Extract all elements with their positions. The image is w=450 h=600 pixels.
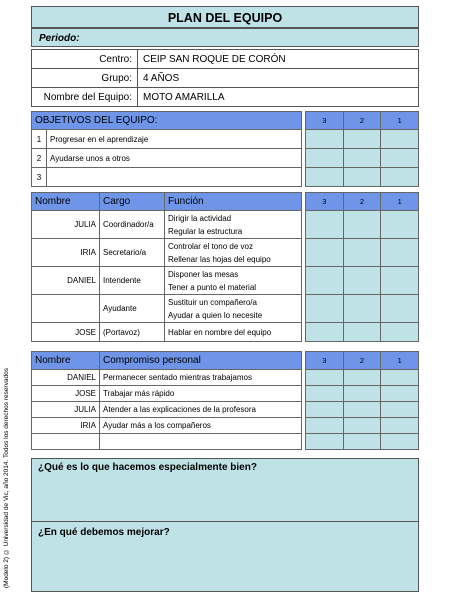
role-function[interactable] xyxy=(165,267,302,295)
funcion-column-header: Función xyxy=(165,193,302,211)
score-cell[interactable] xyxy=(343,370,381,386)
score-cell[interactable] xyxy=(343,434,381,450)
question-improve: ¿En qué debemos mejorar? xyxy=(38,527,170,538)
score-header-3: 3 xyxy=(306,352,344,370)
info-row-grupo xyxy=(32,69,419,88)
member-name[interactable]: JOSE xyxy=(32,323,100,342)
objetivos-table xyxy=(31,111,302,187)
function-line: Tener a punto el material xyxy=(168,282,257,292)
centro-label: Centro: xyxy=(32,50,138,69)
score-cell[interactable] xyxy=(306,267,344,295)
commitment-text[interactable]: Permanecer sentado mientras trabajamos xyxy=(100,370,302,386)
member-name[interactable]: IRIA xyxy=(32,418,100,434)
score-cell[interactable] xyxy=(381,295,419,323)
score-header-2: 2 xyxy=(343,112,381,130)
cargos-table xyxy=(31,192,302,342)
objetivo-number: 1 xyxy=(32,130,47,149)
score-cell[interactable] xyxy=(343,239,381,267)
info-row-centro xyxy=(32,50,419,69)
function-line: Controlar el tono de voz xyxy=(168,241,253,251)
table-row xyxy=(32,418,302,434)
table-row xyxy=(32,211,302,239)
info-table xyxy=(31,49,419,107)
score-cell[interactable] xyxy=(306,386,344,402)
commitment-text[interactable]: Atender a las explicaciones de la profesora xyxy=(100,402,302,418)
score-cell[interactable] xyxy=(306,323,344,342)
role-function[interactable] xyxy=(165,239,302,267)
table-row xyxy=(32,323,302,342)
score-cell[interactable] xyxy=(381,267,419,295)
score-cell[interactable] xyxy=(343,386,381,402)
cargo-column-header: Cargo xyxy=(100,193,165,211)
table-row xyxy=(32,295,302,323)
objetivos-score-table xyxy=(305,111,419,187)
commitment-text[interactable]: Trabajar más rápido xyxy=(100,386,302,402)
table-row xyxy=(32,386,302,402)
score-cell[interactable] xyxy=(381,149,419,168)
copyright-note: (Modelo 2) © Universidad de Vic, año 2014. Todos los derechos reservados xyxy=(3,368,10,588)
score-cell[interactable] xyxy=(343,323,381,342)
centro-field[interactable]: CEIP SAN ROQUE DE CORÓN xyxy=(138,50,419,69)
objetivo-text[interactable]: Progresar en el aprendizaje xyxy=(47,130,302,149)
function-line: Sustituir un compañero/a xyxy=(168,297,257,307)
role-name[interactable]: Intendente xyxy=(100,267,165,295)
question-well-done: ¿Qué es lo que hacemos especialmente bien? xyxy=(38,462,257,473)
page-title: PLAN DEL EQUIPO xyxy=(31,6,419,28)
function-line: Dirigir la actividad xyxy=(168,213,232,223)
nombre-column-header: Nombre xyxy=(32,352,100,370)
score-cell[interactable] xyxy=(381,168,419,187)
member-name[interactable]: DANIEL xyxy=(32,267,100,295)
reflection-box[interactable] xyxy=(31,458,419,592)
score-cell[interactable] xyxy=(306,130,344,149)
score-cell[interactable] xyxy=(343,149,381,168)
score-cell[interactable] xyxy=(306,168,344,187)
objetivo-text[interactable]: Ayudarse unos a otros xyxy=(47,149,302,168)
role-name[interactable]: Coordinador/a xyxy=(100,211,165,239)
info-row-nombre xyxy=(32,88,419,107)
score-cell[interactable] xyxy=(306,370,344,386)
role-function[interactable] xyxy=(165,211,302,239)
commitment-text[interactable]: Ayudar más a los compañeros xyxy=(100,418,302,434)
score-cell[interactable] xyxy=(343,168,381,187)
table-row xyxy=(32,267,302,295)
score-cell[interactable] xyxy=(381,239,419,267)
table-row xyxy=(32,149,302,168)
score-header-1: 1 xyxy=(381,352,419,370)
member-name[interactable]: IRIA xyxy=(32,239,100,267)
member-name[interactable]: JULIA xyxy=(32,211,100,239)
table-row xyxy=(32,434,302,450)
score-cell[interactable] xyxy=(381,211,419,239)
nombre-equipo-label: Nombre del Equipo: xyxy=(32,88,138,107)
table-row xyxy=(32,168,302,187)
member-name[interactable]: JULIA xyxy=(32,402,100,418)
score-cell[interactable] xyxy=(343,418,381,434)
score-cell[interactable] xyxy=(306,434,344,450)
objetivo-text[interactable] xyxy=(47,168,302,187)
table-row xyxy=(32,402,302,418)
nombre-column-header: Nombre xyxy=(32,193,100,211)
divider xyxy=(31,521,419,522)
score-cell[interactable] xyxy=(343,402,381,418)
objetivos-header: OBJETIVOS DEL EQUIPO: xyxy=(32,112,302,130)
score-cell[interactable] xyxy=(381,434,419,450)
function-line: Rellenar las hojas del equipo xyxy=(168,254,271,264)
score-cell[interactable] xyxy=(343,130,381,149)
score-cell[interactable] xyxy=(343,295,381,323)
role-function[interactable] xyxy=(165,295,302,323)
score-cell[interactable] xyxy=(381,323,419,342)
score-header-3: 3 xyxy=(306,112,344,130)
function-line: Ayudar a quien lo necesite xyxy=(168,310,263,320)
score-cell[interactable] xyxy=(306,295,344,323)
objetivo-number: 2 xyxy=(32,149,47,168)
grupo-field[interactable]: 4 AÑOS xyxy=(138,69,419,88)
score-header-3: 3 xyxy=(306,193,344,211)
score-cell[interactable] xyxy=(306,239,344,267)
role-name[interactable]: Ayudante xyxy=(100,295,165,323)
score-header-2: 2 xyxy=(343,352,381,370)
objetivo-number: 3 xyxy=(32,168,47,187)
member-name[interactable]: DANIEL xyxy=(32,370,100,386)
score-cell[interactable] xyxy=(381,418,419,434)
role-name[interactable]: Secretario/a xyxy=(100,239,165,267)
periodo-label: Periodo: xyxy=(31,28,419,47)
score-cell[interactable] xyxy=(381,130,419,149)
member-name[interactable] xyxy=(32,434,100,450)
score-cell[interactable] xyxy=(343,267,381,295)
nombre-equipo-field[interactable]: MOTO AMARILLA xyxy=(138,88,419,107)
table-row xyxy=(32,239,302,267)
grupo-label: Grupo: xyxy=(32,69,138,88)
commitment-text[interactable] xyxy=(100,434,302,450)
score-cell[interactable] xyxy=(306,211,344,239)
table-row xyxy=(32,370,302,386)
member-name[interactable]: JOSE xyxy=(32,386,100,402)
score-cell[interactable] xyxy=(381,386,419,402)
compromisos-score-table xyxy=(305,351,419,450)
member-name[interactable] xyxy=(32,295,100,323)
score-header-1: 1 xyxy=(381,193,419,211)
table-row xyxy=(32,130,302,149)
function-line: Regular la estructura xyxy=(168,226,243,236)
score-cell[interactable] xyxy=(343,211,381,239)
score-cell[interactable] xyxy=(306,402,344,418)
function-line: Disponer las mesas xyxy=(168,269,239,279)
cargos-score-table xyxy=(305,192,419,342)
score-header-2: 2 xyxy=(343,193,381,211)
score-header-1: 1 xyxy=(381,112,419,130)
score-cell[interactable] xyxy=(306,149,344,168)
compromisos-table xyxy=(31,351,302,450)
score-cell[interactable] xyxy=(306,418,344,434)
score-cell[interactable] xyxy=(381,370,419,386)
role-function[interactable]: Hablar en nombre del equipo xyxy=(165,323,302,342)
role-name[interactable]: (Portavoz) xyxy=(100,323,165,342)
compromiso-column-header: Compromiso personal xyxy=(100,352,302,370)
score-cell[interactable] xyxy=(381,402,419,418)
